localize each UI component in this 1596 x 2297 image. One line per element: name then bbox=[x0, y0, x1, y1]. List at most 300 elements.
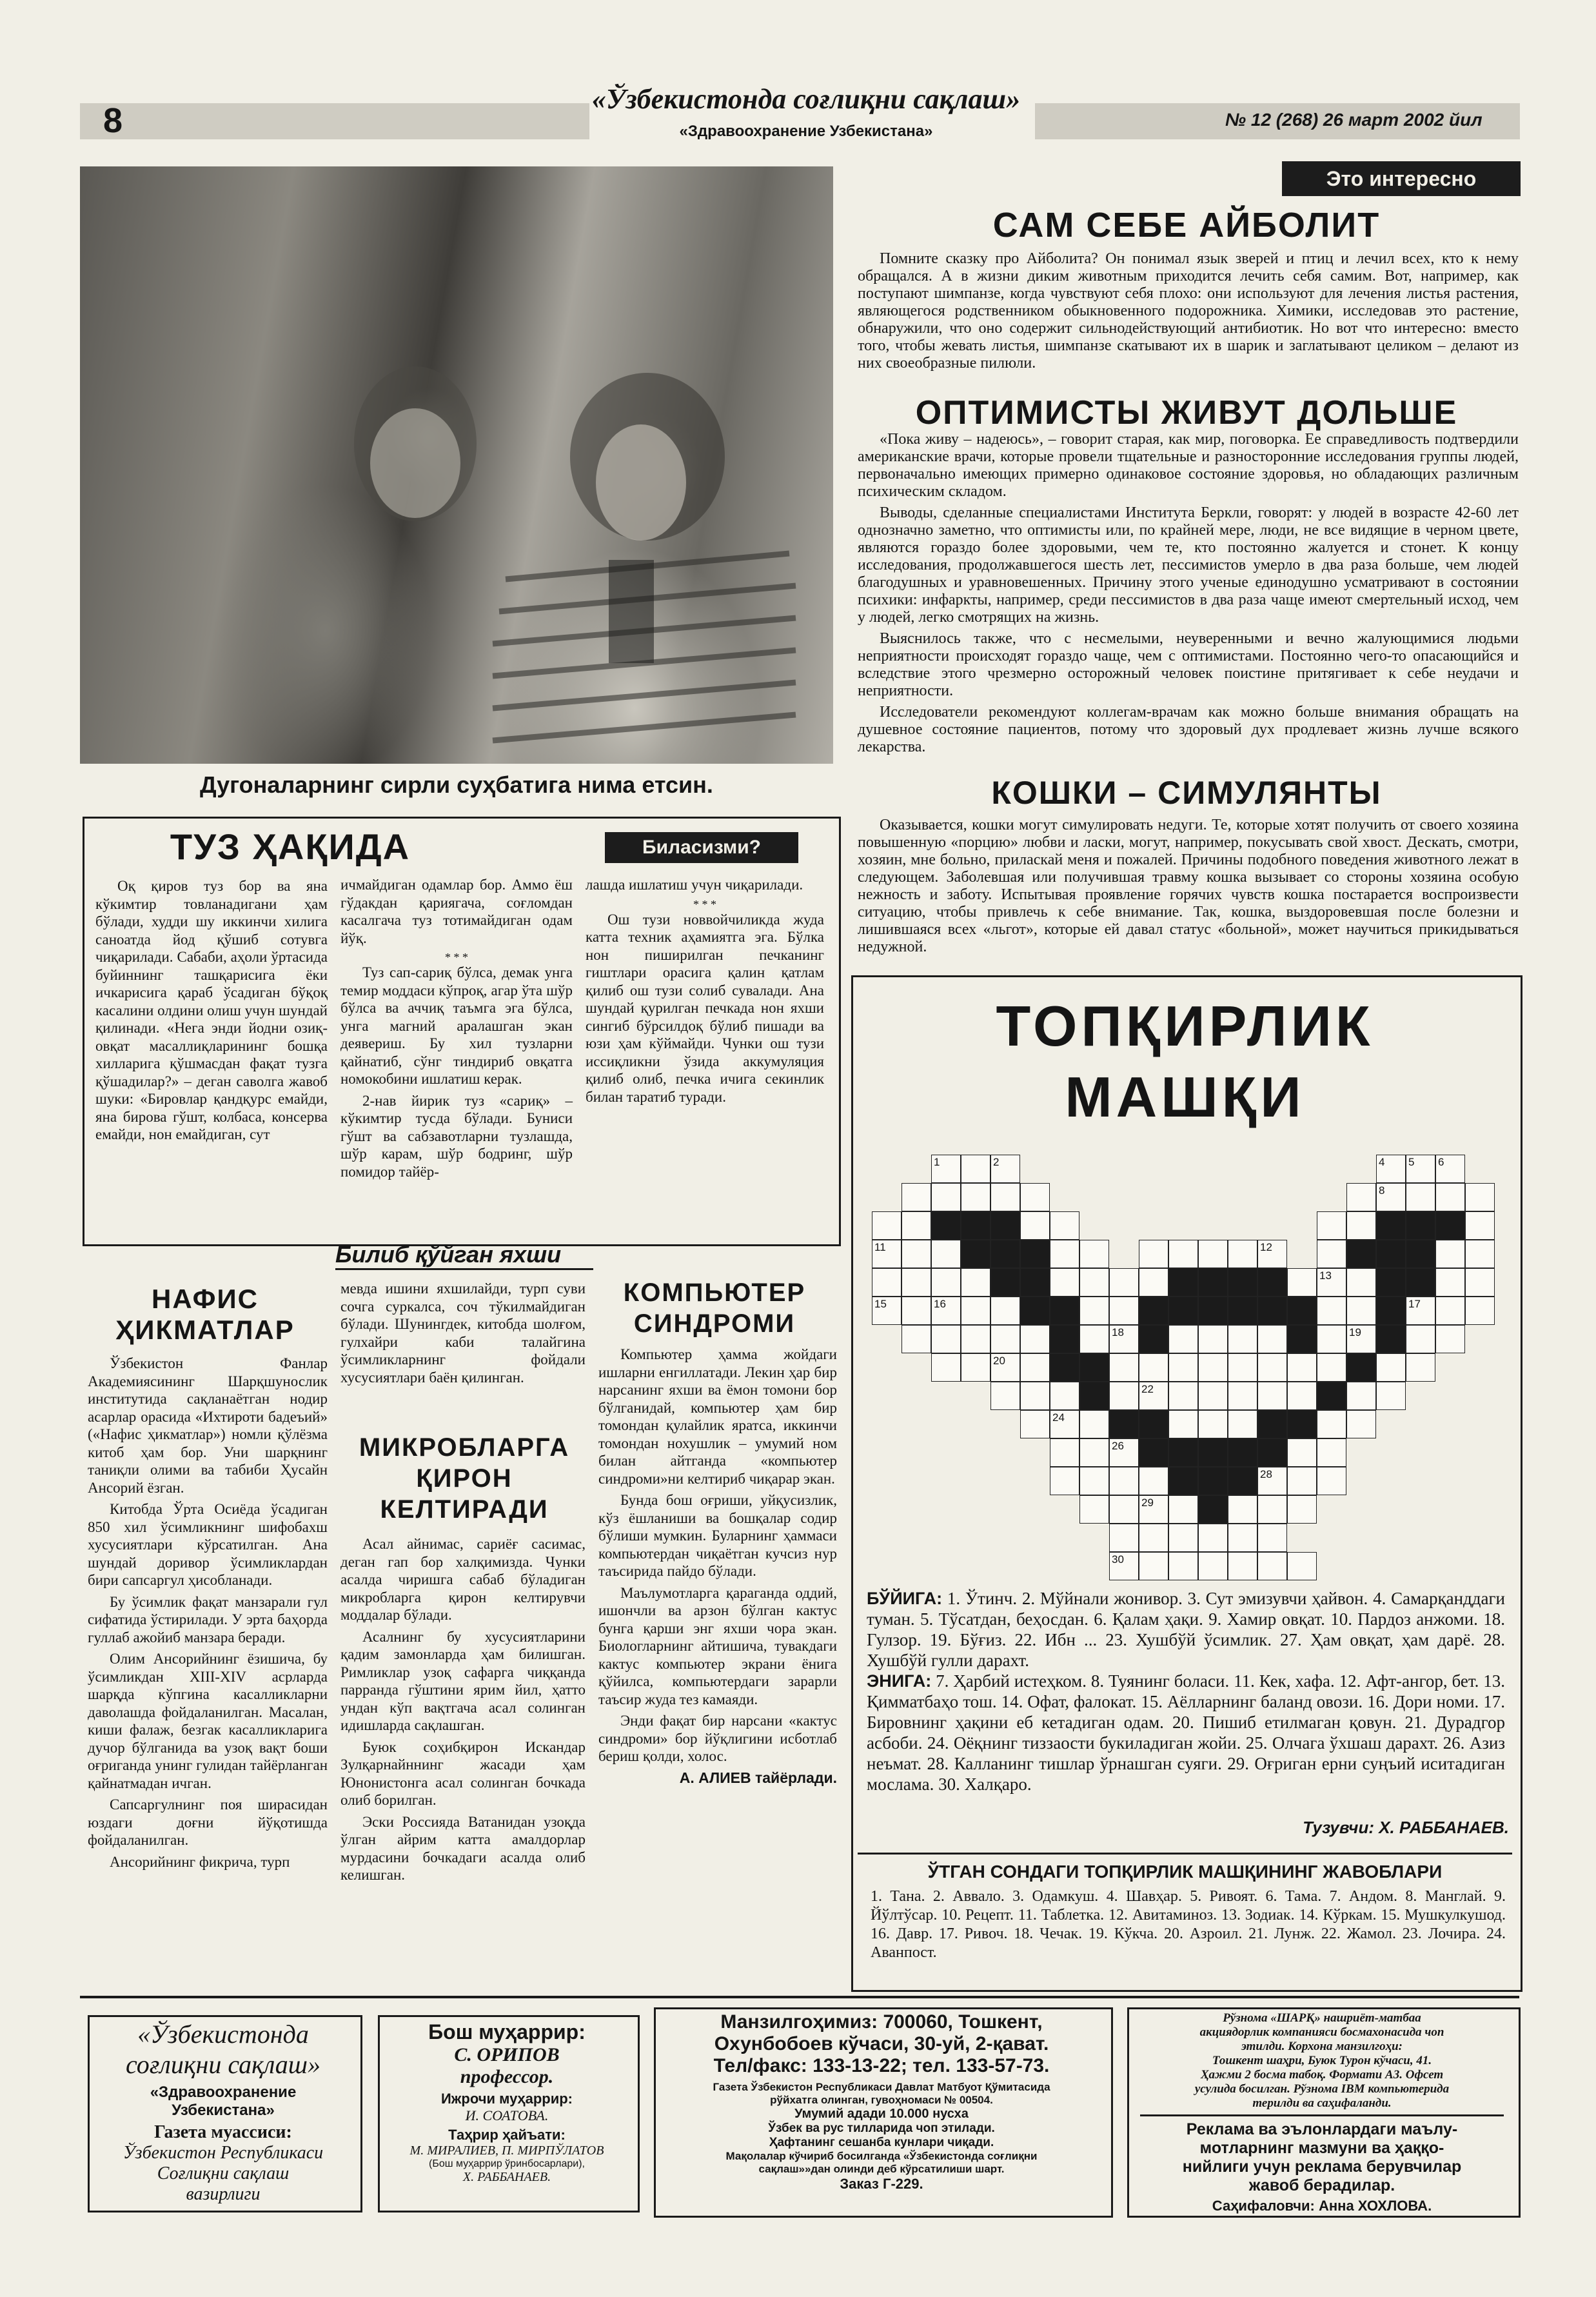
crossword-cell[interactable] bbox=[1317, 1297, 1346, 1325]
crossword-cell[interactable] bbox=[901, 1183, 931, 1211]
article-cats-text bbox=[858, 817, 1519, 960]
crossword-cell[interactable] bbox=[1346, 1268, 1376, 1297]
footer-ad-1: Реклама ва эълонлардаги маълу- bbox=[1186, 2120, 1458, 2138]
crossword-cell[interactable] bbox=[1198, 1240, 1228, 1268]
crossword-cell[interactable] bbox=[1020, 1183, 1050, 1211]
crossword-cell[interactable] bbox=[1050, 1467, 1079, 1495]
crossword-author: Тузувчи: Х. РАББАНАЕВ. bbox=[1303, 1818, 1509, 1837]
crossword-cell[interactable] bbox=[1109, 1524, 1139, 1552]
article-aibolit-title: САМ СЕБЕ АЙБОЛИТ bbox=[992, 206, 1381, 244]
crossword-cell[interactable] bbox=[1435, 1268, 1465, 1297]
footer-circ-3: Ҳафтанинг сешанба кунлари чиқади. bbox=[769, 2136, 994, 2149]
crossword-cell[interactable] bbox=[961, 1297, 990, 1325]
footer-top-rule bbox=[80, 1996, 1519, 1998]
crossword-cell[interactable] bbox=[961, 1155, 990, 1183]
crossword-cell[interactable] bbox=[961, 1268, 990, 1297]
crossword-cell[interactable] bbox=[1109, 1438, 1139, 1467]
crossword-cell[interactable] bbox=[1198, 1382, 1228, 1410]
crossword-cell[interactable] bbox=[931, 1155, 961, 1183]
crossword-cell[interactable] bbox=[1109, 1495, 1139, 1524]
footer-logo-sub-2: Узбекистана» bbox=[172, 2102, 275, 2119]
crossword-cell[interactable] bbox=[1079, 1410, 1109, 1438]
crossword-cell[interactable] bbox=[1079, 1240, 1109, 1268]
page-number: 8 bbox=[103, 101, 123, 140]
crossword-cell[interactable] bbox=[1406, 1155, 1435, 1183]
wisdom-col-2-text: мевда ишини яхшилайди, турп суви сочга суркалса, соч тўкилмайдиган бўлади. Шунингдек, китобда шолғом, гулхайри каби талайгина ўсимликларнинг фойдали хусусиятлари баён қилинган. bbox=[340, 1280, 586, 1386]
wisdom-p2: Китобда Ўрта Осиёда ўсадиган 850 хил ўсимликнинг шифобахш хусусиятлари кўрсатилган. Ана шундай доривор ўсимликлардан бири сапсаргул ҳисобланади. bbox=[88, 1501, 328, 1588]
masthead-subtitle: «Здравоохранение Узбекистана» bbox=[679, 123, 933, 140]
crossword-black-cell bbox=[1435, 1211, 1465, 1240]
crossword-cell[interactable] bbox=[872, 1211, 901, 1240]
crossword-cell[interactable] bbox=[990, 1297, 1020, 1325]
masthead-title: «Ўзбекистонда соғлиқни сақлаш» bbox=[591, 83, 1021, 115]
crossword-black-cell bbox=[961, 1240, 990, 1268]
crossword-cell[interactable] bbox=[1168, 1524, 1198, 1552]
crossword-cell-number: 12 bbox=[1260, 1241, 1272, 1253]
crossword-cell[interactable] bbox=[1168, 1353, 1198, 1382]
crossword-black-cell bbox=[1376, 1240, 1406, 1268]
crossword-cell[interactable] bbox=[1079, 1438, 1109, 1467]
crossword-black-cell bbox=[1168, 1467, 1198, 1495]
crossword-cell[interactable] bbox=[1079, 1325, 1109, 1353]
crossword-cell[interactable] bbox=[1139, 1382, 1168, 1410]
crossword-black-cell bbox=[990, 1268, 1020, 1297]
footer-print-1: Рўзнома «ШАРҚ» нашриёт-матбаа bbox=[1223, 2011, 1421, 2025]
crossword-cell[interactable] bbox=[1346, 1297, 1376, 1325]
crossword-black-cell bbox=[1168, 1438, 1198, 1467]
crossword-cell[interactable] bbox=[1257, 1353, 1287, 1382]
crossword-cell[interactable] bbox=[1317, 1240, 1346, 1268]
wisdom-p6: Ансорийнинг фикрича, турп bbox=[110, 1853, 290, 1870]
crossword-cell[interactable] bbox=[1317, 1353, 1346, 1382]
footer-logo-title-2: соғлиқни сақлаш» bbox=[126, 2050, 320, 2079]
crossword-cell-number: 8 bbox=[1379, 1184, 1385, 1197]
footer-logo bbox=[88, 2019, 359, 2205]
crossword-cell[interactable] bbox=[1050, 1268, 1079, 1297]
microbes-p2: Асалнинг бу хусусиятларини қадим замонларда ҳам билишган. Римликлар узоқ сафарга чиққанда парранда гўштини ярим йил, ҳатто ундан кўп вақтгача асал солинган идишларда сақлашган. bbox=[340, 1628, 586, 1733]
crossword-black-cell bbox=[1020, 1297, 1050, 1325]
crossword-cell[interactable] bbox=[990, 1325, 1020, 1353]
computer-title bbox=[598, 1277, 831, 1339]
crossword-black-cell bbox=[1287, 1410, 1317, 1438]
footer-founder-label: Газета муассиси: bbox=[154, 2122, 292, 2142]
crossword-black-cell bbox=[1287, 1297, 1317, 1325]
crossword-cell-number: 29 bbox=[1141, 1497, 1154, 1509]
crossword-cell[interactable] bbox=[1406, 1297, 1435, 1325]
footer-order: Заказ Г-229. bbox=[840, 2176, 923, 2192]
crossword-black-cell bbox=[1376, 1325, 1406, 1353]
crossword-black-cell bbox=[1079, 1382, 1109, 1410]
wisdom-title-text: НАФИС ҲИКМАТЛАР bbox=[115, 1284, 295, 1345]
salt-col-3-text-a: лашда ишлатиш учун чиқарилади. bbox=[586, 877, 803, 893]
crossword-black-cell bbox=[1050, 1297, 1079, 1325]
crossword-cell[interactable] bbox=[1139, 1524, 1168, 1552]
optimists-paragraph-3: Выяснилось также, что с несмелыми, неуверенными и вечно жалующимися людьми неприятности происходят гораздо чаще, чем с оптимистами. Постоянно чего-то опасающийся и вследствие этого чрезмерно осторожный человек поистине притягивает к себе неудачи и неприятности. bbox=[858, 630, 1519, 699]
microbes-p4: Эски Россияда Ватанидан узоқда ўлган айрим катта амалдорлар мурдасини бочкадаги асалда олиб келишган. bbox=[340, 1813, 586, 1883]
microbes-p1: Асал айнимас, сариёғ сасимас, деган гап бор халқимизда. Чунки асалда чиришга сабаб бўладиган микробларга қирон келтирувчи моддалар бўлади. bbox=[340, 1536, 586, 1623]
crossword-cell-number: 20 bbox=[993, 1355, 1005, 1367]
header-bar-left bbox=[80, 103, 589, 139]
microbes-col bbox=[340, 1535, 586, 1888]
crossword-cell[interactable] bbox=[1050, 1410, 1079, 1438]
crossword-cell[interactable] bbox=[931, 1297, 961, 1325]
salt-article-title: ТУЗ ҲАҚИДА bbox=[170, 826, 411, 867]
crossword-cell[interactable] bbox=[1079, 1268, 1109, 1297]
down-label: ЭНИГА: bbox=[867, 1671, 932, 1691]
crossword-cell[interactable] bbox=[1257, 1524, 1287, 1552]
crossword-cell[interactable] bbox=[1465, 1211, 1495, 1240]
crossword-black-cell bbox=[1406, 1268, 1435, 1297]
crossword-black-cell bbox=[1050, 1325, 1079, 1353]
crossword-black-cell bbox=[1228, 1467, 1257, 1495]
footer-printing bbox=[1127, 2011, 1517, 2214]
crossword-cell[interactable] bbox=[901, 1325, 931, 1353]
wisdom-p4: Олим Ансорийнинг ёзишича, бу ўсимликдан XIII-XIV асрларда шарқда кўпгина касалликларни даволашда фойдаланилган. Масалан, киши фалаж, безгак касалликларига дучор бўлганида ва узоқ вақт боши оғриганда унинг гулидан тайёрланган қайнатмадан ичган. bbox=[88, 1651, 328, 1791]
crossword-black-cell bbox=[1376, 1211, 1406, 1240]
tag-interesting: Это интересно bbox=[1282, 161, 1521, 196]
crossword-across bbox=[867, 1588, 1505, 1671]
crossword-cell[interactable] bbox=[1139, 1495, 1168, 1524]
crossword-cell[interactable] bbox=[1079, 1297, 1109, 1325]
crossword-cell[interactable] bbox=[901, 1240, 931, 1268]
crossword-black-cell bbox=[1139, 1325, 1168, 1353]
crossword-title-1: ТОПҚИРЛИК bbox=[996, 994, 1374, 1058]
crossword-cell[interactable] bbox=[990, 1353, 1020, 1382]
crossword-cell-number: 11 bbox=[874, 1241, 886, 1253]
crossword-black-cell bbox=[1109, 1410, 1139, 1438]
crossword-cell[interactable] bbox=[1168, 1240, 1198, 1268]
crossword-cell[interactable] bbox=[1109, 1268, 1139, 1297]
crossword-cell[interactable] bbox=[1139, 1240, 1168, 1268]
crossword-black-cell bbox=[1198, 1297, 1228, 1325]
salt-col-2-text-c: 2-нав йирик туз «сариқ» – кўкимтир тусда бўлади. Буниси гўшт ва сабзавотларни тузлашда, шўр карам, шўр бодринг, шўр помидор тайёр- bbox=[340, 1092, 573, 1180]
crossword-cell[interactable] bbox=[1257, 1495, 1287, 1524]
footer-print-2: акциядорлик компанияси босмахонасида чоп bbox=[1199, 2025, 1444, 2039]
crossword-cell[interactable] bbox=[1079, 1495, 1109, 1524]
crossword-cell[interactable] bbox=[1109, 1467, 1139, 1495]
crossword-black-cell bbox=[1346, 1353, 1376, 1382]
article-cats-paragraph: Оказывается, кошки могут симулировать недуги. Те, которые хотят получить от своего хозяина повышенную «порцию» любви и ласки, могут, например, покусывать свой хвост. Дескать, смотри, хозяин, мне больно, приласкай меня и пожалей. Причины подобного поведения животного лежат в следующем. Заболевшая или получившая травму кошка вызывает со стороны хозяина особую нежность и заботу. Испытывая проявление горячих чувств кошка постарается воспроизвести ситуацию, чтобы привлечь к себе внимание. Так, кошка, выздоровевшая после болезни и лишившаяся всех «льгот», которые ей давал статус «больной», может научиться прикидываться недужной. bbox=[858, 817, 1519, 955]
tag-did-you-know: Биласизми? bbox=[605, 832, 798, 863]
crossword-cell[interactable] bbox=[1050, 1211, 1079, 1240]
optimists-paragraph-4: Исследователи рекомендуют коллегам-врачам как можно больше внимания обращать на душевное состояние пациентов, потому что здоровый дух продлевает жизнь лучше всякого лекарства. bbox=[858, 704, 1519, 755]
crossword-cell[interactable] bbox=[1317, 1268, 1346, 1297]
footer-editor-label: Бош муҳаррир: bbox=[428, 2020, 586, 2043]
crossword-black-cell bbox=[1139, 1410, 1168, 1438]
crossword-cell[interactable] bbox=[1376, 1353, 1406, 1382]
crossword-black-cell bbox=[1168, 1268, 1198, 1297]
crossword-cell[interactable] bbox=[1109, 1325, 1139, 1353]
crossword-cell[interactable] bbox=[1168, 1325, 1198, 1353]
crossword-cell[interactable] bbox=[990, 1382, 1020, 1410]
footer-circ-1: Умумий адади 10.000 нусха bbox=[794, 2107, 969, 2121]
crossword-black-cell bbox=[1020, 1268, 1050, 1297]
crossword-cell[interactable] bbox=[1020, 1382, 1050, 1410]
crossword-black-cell bbox=[990, 1240, 1020, 1268]
crossword-cell[interactable] bbox=[1465, 1297, 1495, 1325]
crossword-cell-number: 19 bbox=[1349, 1326, 1361, 1338]
crossword-cell[interactable] bbox=[1228, 1552, 1257, 1580]
crossword-cell[interactable] bbox=[1228, 1382, 1257, 1410]
crossword-black-cell bbox=[1079, 1353, 1109, 1382]
crossword-cell-number: 30 bbox=[1112, 1553, 1124, 1566]
crossword-cell[interactable] bbox=[1376, 1382, 1406, 1410]
crossword-cell[interactable] bbox=[1346, 1211, 1376, 1240]
crossword-cell[interactable] bbox=[1139, 1353, 1168, 1382]
crossword-cell-number: 13 bbox=[1319, 1269, 1332, 1282]
footer-reg-1: Газета Ўзбекистон Республикаси Давлат Матбуот Қўмитасида bbox=[713, 2081, 1050, 2093]
crossword-cell[interactable] bbox=[1435, 1297, 1465, 1325]
footer-ad-4: жавоб берадилар. bbox=[1248, 2176, 1395, 2194]
crossword-cell[interactable] bbox=[1228, 1325, 1257, 1353]
crossword-cell[interactable] bbox=[1317, 1438, 1346, 1467]
crossword-cell-number: 6 bbox=[1438, 1156, 1444, 1168]
crossword-cell[interactable] bbox=[1020, 1353, 1050, 1382]
computer-col bbox=[598, 1346, 837, 1787]
crossword-cell[interactable] bbox=[931, 1353, 961, 1382]
crossword-black-cell bbox=[1287, 1325, 1317, 1353]
crossword-cell[interactable] bbox=[1020, 1211, 1050, 1240]
crossword-cell[interactable] bbox=[1139, 1467, 1168, 1495]
wisdom-p3: Бу ўсимлик фақат манзарали гул сифатида ўстирилади. У эрта баҳорда гуллаб ажойиб манзара беради. bbox=[88, 1593, 328, 1646]
footer-address-1: 700060, Тошкент, bbox=[883, 2011, 1043, 2033]
crossword-cell[interactable] bbox=[1168, 1495, 1198, 1524]
crossword-cell[interactable] bbox=[990, 1183, 1020, 1211]
crossword-cell[interactable] bbox=[1435, 1155, 1465, 1183]
article-cats-title: КОШКИ – СИМУЛЯНТЫ bbox=[991, 775, 1382, 811]
footer-reg-2: рўйхатга олинган, гувоҳномаси № 00504. bbox=[770, 2094, 993, 2106]
crossword-cell[interactable] bbox=[1317, 1467, 1346, 1495]
crossword-cell[interactable] bbox=[1020, 1410, 1050, 1438]
optimists-paragraph-1: «Пока живу – надеюсь», – говорит старая, как мир, поговорка. Ее справедливость подтвердили американские врачи, которые провели тщательные и разносторонние исследования группы людей, первоначально имеющих примерно одинаковое состояние здоровья, но обладающих различным психическим складом. bbox=[858, 431, 1519, 500]
salt-col-1-text: Оқ қиров туз бор ва яна кўкимтир товланадигани ҳам бўлади, худди шу иккинчи хилига саноатда йод қўшиб сотувга чиқарилади. Сабаби, аҳоли ўртасида буйиннинг ташқарисига ёки ичкарисига қараб ўсадиган бўқоқ касалини олдини олиш учун шундай қилинади. «Нега энди йодни озиқ-овқат масаллиқларининг бошқа хилларига қўшмасдан фақат тузга қўшадилар?» – деган саволга жавоб шуки: «Бировлар қандқурс емайди, яна бирова гўшт, колбаса, консерва емайди, нон емайдиган, сут bbox=[95, 878, 328, 1142]
crossword-black-cell bbox=[961, 1211, 990, 1240]
crossword-cell[interactable] bbox=[1139, 1552, 1168, 1580]
crossword-down bbox=[867, 1671, 1505, 1795]
salt-col-3 bbox=[586, 876, 824, 1109]
crossword-cell[interactable] bbox=[1317, 1410, 1346, 1438]
crossword-cell[interactable] bbox=[1228, 1495, 1257, 1524]
article-aibolit-paragraph: Помните сказку про Айболита? Он понимал язык зверей и птиц и лечил всех, кто к нему обращался. А в жизни диким животным приходится лечить себя самим. Вот, например, как поступают шимпанзе, когда чувствуют себя плохо: они используют для лечения листья растения, являющегося родственником обыкновенного подорожника. Химики, исследовав это растение, обнаружили, что оно содержит сильнодействующий антибиотик. Но вот что интересно: вместо того, чтобы жевать листья, шимпанзе скатывают их в шарик и заглатывают целиком – делают из них своеобразные пилюли. bbox=[858, 250, 1519, 372]
section-good-to-know: Билиб қўйган яхши bbox=[335, 1241, 593, 1270]
crossword-black-cell bbox=[1198, 1495, 1228, 1524]
crossword-cell[interactable] bbox=[1228, 1353, 1257, 1382]
crossword-cell[interactable] bbox=[1139, 1268, 1168, 1297]
footer-ad-2: мотларнинг мазмуни ва ҳаққо- bbox=[1199, 2139, 1444, 2157]
crossword-cell[interactable] bbox=[931, 1240, 961, 1268]
crossword-cell[interactable] bbox=[1435, 1325, 1465, 1353]
article-aibolit-text bbox=[858, 250, 1519, 376]
microbes-title-text: МИКРОБЛАРГА ҚИРОН КЕЛТИРАДИ bbox=[359, 1433, 570, 1524]
crossword-cell[interactable] bbox=[961, 1325, 990, 1353]
across-label: БЎЙИГА: bbox=[867, 1589, 943, 1608]
crossword-black-cell bbox=[1257, 1410, 1287, 1438]
crossword-cell[interactable] bbox=[931, 1325, 961, 1353]
crossword-cell[interactable] bbox=[1346, 1325, 1376, 1353]
crossword-cell[interactable] bbox=[901, 1268, 931, 1297]
footer-editor-name: С. ОРИПОВ bbox=[454, 2044, 560, 2065]
wisdom-col-1 bbox=[88, 1355, 328, 1874]
crossword-cell[interactable] bbox=[1257, 1467, 1287, 1495]
footer-exec-label: Ижрочи муҳаррир: bbox=[440, 2091, 573, 2107]
crossword-cell[interactable] bbox=[961, 1353, 990, 1382]
crossword-cell[interactable] bbox=[901, 1211, 931, 1240]
crossword-cell-number: 17 bbox=[1408, 1298, 1421, 1310]
footer-editor bbox=[378, 2020, 636, 2185]
crossword-cell[interactable] bbox=[1257, 1240, 1287, 1268]
crossword-cell-number: 2 bbox=[993, 1156, 1000, 1168]
salt-stars-2: * * * bbox=[693, 897, 716, 911]
computer-p4: Энди фақат бир нарсани «кактус синдроми» бор йўқлигини исботлаб бериш қолди, холос. bbox=[598, 1713, 837, 1764]
crossword-cell[interactable] bbox=[1346, 1183, 1376, 1211]
crossword-cell-number: 28 bbox=[1260, 1468, 1272, 1480]
answers-text: 1. Тана. 2. Аввало. 3. Одамкуш. 4. Шавҳар. 5. Ривоят. 6. Тама. 7. Андом. 8. Манглай. 9. Йўлтўсар. 10. Рецепт. 11. Таблетка. 12. Авитаминоз. 13. Зодиак. 14. Кўркам. 15. Мушкулкушод. 16. Давр. 17. Ривоч. 18. Чечак. 19. Кўкча. 20. Азроил. 21. Лунж. 22. Жамол. 23. Лочира. 24. Аванпост. bbox=[871, 1888, 1506, 1961]
computer-author: А. АЛИЕВ тайёрлади. bbox=[679, 1769, 837, 1786]
footer-founder-3: вазирлиги bbox=[186, 2184, 261, 2204]
crossword-black-cell bbox=[1376, 1297, 1406, 1325]
crossword-cell[interactable] bbox=[1287, 1268, 1317, 1297]
microbes-title bbox=[348, 1432, 580, 1525]
footer-address-label: Манзилгоҳимиз: bbox=[720, 2011, 878, 2033]
crossword-cell[interactable] bbox=[1406, 1183, 1435, 1211]
crossword-cell[interactable] bbox=[1376, 1183, 1406, 1211]
salt-col-1 bbox=[95, 877, 328, 1148]
wisdom-p1: Ўзбекистон Фанлар Академиясининг Шарқшунослик институтида сақланаётган нодир асарлар орасида «Ихтироти бадеъий» («Нафис ҳикматлар») номли қўлёзма китоб ҳам бор. Уни шарқнинг таниқли олими ва табиби Ҳусайн Ансорий ёзган. bbox=[88, 1355, 328, 1496]
crossword-cell[interactable] bbox=[1050, 1240, 1079, 1268]
crossword-cell[interactable] bbox=[931, 1268, 961, 1297]
footer-circ-4: Мақолалар кўчириб босилганда «Ўзбекистонда соғлиқни bbox=[725, 2150, 1038, 2162]
microbes-p3: Буюк соҳибқирон Искандар Зулқарнайннинг жасади ҳам Юнонистонга асал солинган бочкада олиб борилган. bbox=[340, 1738, 586, 1808]
crossword-cell[interactable] bbox=[1376, 1155, 1406, 1183]
crossword-black-cell bbox=[1050, 1353, 1079, 1382]
wisdom-p5: Сапсаргулнинг поя ширасидан юздаги доғни йўқотишда фойдаланилган. bbox=[88, 1796, 328, 1848]
crossword-cell[interactable] bbox=[1435, 1183, 1465, 1211]
footer-logo-sub-1: «Здравоохранение bbox=[150, 2083, 297, 2101]
computer-p2: Бунда бош оғриши, уйқусизлик, кўз ёшланиши ва бошқалар содир бўлиши мумкин. Буларнинг ҳаммаси компьютердан чиқаётган кучсиз нур таъсирида пайдо бўлади. bbox=[598, 1492, 837, 1579]
crossword-cell[interactable] bbox=[1257, 1382, 1287, 1410]
computer-p3: Маълумотларга қараганда оддий, ишончли ва арзон бўлган кактус бунга қарши энг яхши чора экан. Биологларнинг айтишича, тувакдаги кактус компьютер экрани ёнига қўйилса, компьютердаги зарарли таъсир жуда тез камаяди. bbox=[598, 1584, 837, 1707]
salt-col-2 bbox=[340, 876, 573, 1184]
crossword-cell-number: 1 bbox=[934, 1156, 940, 1168]
crossword-cell[interactable] bbox=[872, 1268, 901, 1297]
crossword-cell-number: 18 bbox=[1112, 1326, 1124, 1338]
crossword-cell[interactable] bbox=[1465, 1268, 1495, 1297]
answers-divider bbox=[858, 1853, 1512, 1855]
crossword-black-cell bbox=[1198, 1268, 1228, 1297]
footer-board-note: (Бош муҳаррир ўринбосарлари), bbox=[429, 2158, 585, 2169]
crossword-cell[interactable] bbox=[872, 1297, 901, 1325]
crossword-cell[interactable] bbox=[1079, 1467, 1109, 1495]
crossword-cell[interactable] bbox=[1198, 1552, 1228, 1580]
crossword-cell[interactable] bbox=[1109, 1382, 1139, 1410]
crossword-cell[interactable] bbox=[1287, 1353, 1317, 1382]
crossword-cell[interactable] bbox=[1287, 1382, 1317, 1410]
crossword-cell[interactable] bbox=[1465, 1183, 1495, 1211]
crossword-cell-number: 22 bbox=[1141, 1383, 1154, 1395]
wisdom-title bbox=[83, 1284, 328, 1346]
crossword-black-cell bbox=[1317, 1382, 1346, 1410]
crossword-cell[interactable] bbox=[1109, 1297, 1139, 1325]
crossword-cell[interactable] bbox=[1228, 1524, 1257, 1552]
crossword-cell[interactable] bbox=[1406, 1325, 1435, 1353]
crossword-cell[interactable] bbox=[931, 1183, 961, 1211]
photo-caption: Дугоналарнинг сирли суҳбатига нима етсин. bbox=[200, 771, 713, 798]
crossword-cell[interactable] bbox=[1287, 1467, 1317, 1495]
crossword-black-cell bbox=[1406, 1240, 1435, 1268]
crossword-cell[interactable] bbox=[1109, 1353, 1139, 1382]
crossword-cell[interactable] bbox=[1198, 1325, 1228, 1353]
crossword-cell[interactable] bbox=[1346, 1382, 1376, 1410]
crossword-cell[interactable] bbox=[1168, 1410, 1198, 1438]
crossword-cell[interactable] bbox=[1168, 1552, 1198, 1580]
footer-print-7: терилди ва саҳифаланди. bbox=[1252, 2096, 1392, 2110]
crossword-cell-number: 26 bbox=[1112, 1440, 1124, 1452]
crossword-cell[interactable] bbox=[1020, 1325, 1050, 1353]
crossword-cell[interactable] bbox=[1435, 1240, 1465, 1268]
footer-circ-2: Ўзбек ва рус тилларида чоп этилади. bbox=[768, 2122, 995, 2135]
crossword-cell[interactable] bbox=[1406, 1353, 1435, 1382]
crossword-grid bbox=[872, 1155, 1504, 1580]
crossword-black-cell bbox=[1168, 1297, 1198, 1325]
crossword-black-cell bbox=[1020, 1240, 1050, 1268]
footer-address-line-1 bbox=[654, 2011, 1109, 2033]
footer-circ-5: сақлаш»»дан олинди деб кўрсатилиши шарт. bbox=[758, 2163, 1005, 2175]
crossword-cell[interactable] bbox=[1050, 1438, 1079, 1467]
crossword-cell[interactable] bbox=[872, 1240, 901, 1268]
crossword-cell[interactable] bbox=[1257, 1552, 1287, 1580]
crossword-cell[interactable] bbox=[1465, 1240, 1495, 1268]
salt-col-2-text-a: ичмайдиган одамлар бор. Аммо ёш гўдакдан қариягача, соғломдан касалгача туз тотимайдиган одам йўқ. bbox=[340, 877, 573, 946]
crossword-cell[interactable] bbox=[961, 1183, 990, 1211]
crossword-cell[interactable] bbox=[1257, 1325, 1287, 1353]
crossword-cell[interactable] bbox=[1198, 1410, 1228, 1438]
crossword-cell[interactable] bbox=[1228, 1240, 1257, 1268]
across-clues: 1. Ўтинч. 2. Мўйнали жонивор. 3. Сут эмизувчи ҳайвон. 4. Самарқанддаги туман. 5. Тўсатдан, беҳосдан. 6. Қалам ҳақи. 9. Хамир овқат. 10. Пардоз анжоми. 18. Гулзор. 19. Бўғиз. 22. Ибн ... 23. Хушбўй ўсимлик. 27. Ҳам овқат, ҳам дарё. 28. Хушбўй гулли дарахт. bbox=[867, 1589, 1505, 1670]
footer-founder-1: Ўзбекистон Республикаси bbox=[123, 2143, 324, 2163]
crossword-cell[interactable] bbox=[1198, 1524, 1228, 1552]
salt-stars-1: * * * bbox=[445, 951, 468, 964]
footer-ad-3: нийлиги учун реклама берувчилар bbox=[1182, 2158, 1462, 2176]
crossword-cell[interactable] bbox=[1109, 1552, 1139, 1580]
crossword-black-cell bbox=[1257, 1268, 1287, 1297]
crossword-cell[interactable] bbox=[990, 1155, 1020, 1183]
crossword-cell[interactable] bbox=[1228, 1410, 1257, 1438]
crossword-cell[interactable] bbox=[901, 1297, 931, 1325]
crossword-cell[interactable] bbox=[1317, 1211, 1346, 1240]
answers-title: ЎТГАН СОНДАГИ ТОПҚИРЛИК МАШҚИНИНГ ЖАВОБЛАРИ bbox=[927, 1862, 1443, 1882]
footer-board-label: Таҳрир ҳайъати: bbox=[448, 2127, 566, 2143]
footer-editor-title: профессор. bbox=[460, 2066, 554, 2087]
computer-p1: Компьютер ҳамма жойдаги ишларни енгиллатади. Лекин ҳар бир нарсанинг яхши ва ёмон томони бор бўлганидай, компьютер ҳам бир томондан қулайлик яратса, иккинчи томондан нохушлик – умумий ном билан айтганда «компьютер синдроми»ни келтириб чиқарар экан. bbox=[598, 1346, 837, 1487]
issue-info: № 12 (268) 26 март 2002 йил bbox=[1225, 110, 1483, 130]
crossword-cell[interactable] bbox=[1287, 1495, 1317, 1524]
salt-col-3-text-b: Ош тузи новвойчиликда жуда катта техник аҳамиятга эга. Бўлка нон пиширилган печканинг гиштлари орасига қалин қатлам қилиб ош тузи солиб сувалади. Ана шундай қурилган печкада нон яхши сингиб бўрсилдоқ бўлиб пишади ва юзи ҳам кўймайди. Чунки ош тузи иссиқликни ўзида аккумуляция қилиб олиб, печка ичига секинлик билан таратиб туради. bbox=[586, 911, 824, 1105]
crossword-cell[interactable] bbox=[1168, 1382, 1198, 1410]
crossword-cell[interactable] bbox=[1346, 1410, 1376, 1438]
crossword-cell[interactable] bbox=[1287, 1438, 1317, 1467]
crossword-black-cell bbox=[1139, 1297, 1168, 1325]
crossword-cell[interactable] bbox=[1317, 1325, 1346, 1353]
crossword-cell[interactable] bbox=[1198, 1353, 1228, 1382]
crossword-black-cell bbox=[990, 1211, 1020, 1240]
crossword-cell-number: 15 bbox=[874, 1298, 887, 1310]
crossword-cell[interactable] bbox=[1050, 1382, 1079, 1410]
crossword-title-2: МАШҚИ bbox=[1065, 1065, 1305, 1129]
footer-layout-credit: Саҳифаловчи: Анна ХОХЛОВА. bbox=[1212, 2198, 1432, 2214]
footer-board-names: М. МИРАЛИЕВ, П. МИРПЎЛАТОВ bbox=[409, 2143, 604, 2158]
crossword-black-cell bbox=[1257, 1297, 1287, 1325]
crossword-cell[interactable] bbox=[1287, 1552, 1317, 1580]
